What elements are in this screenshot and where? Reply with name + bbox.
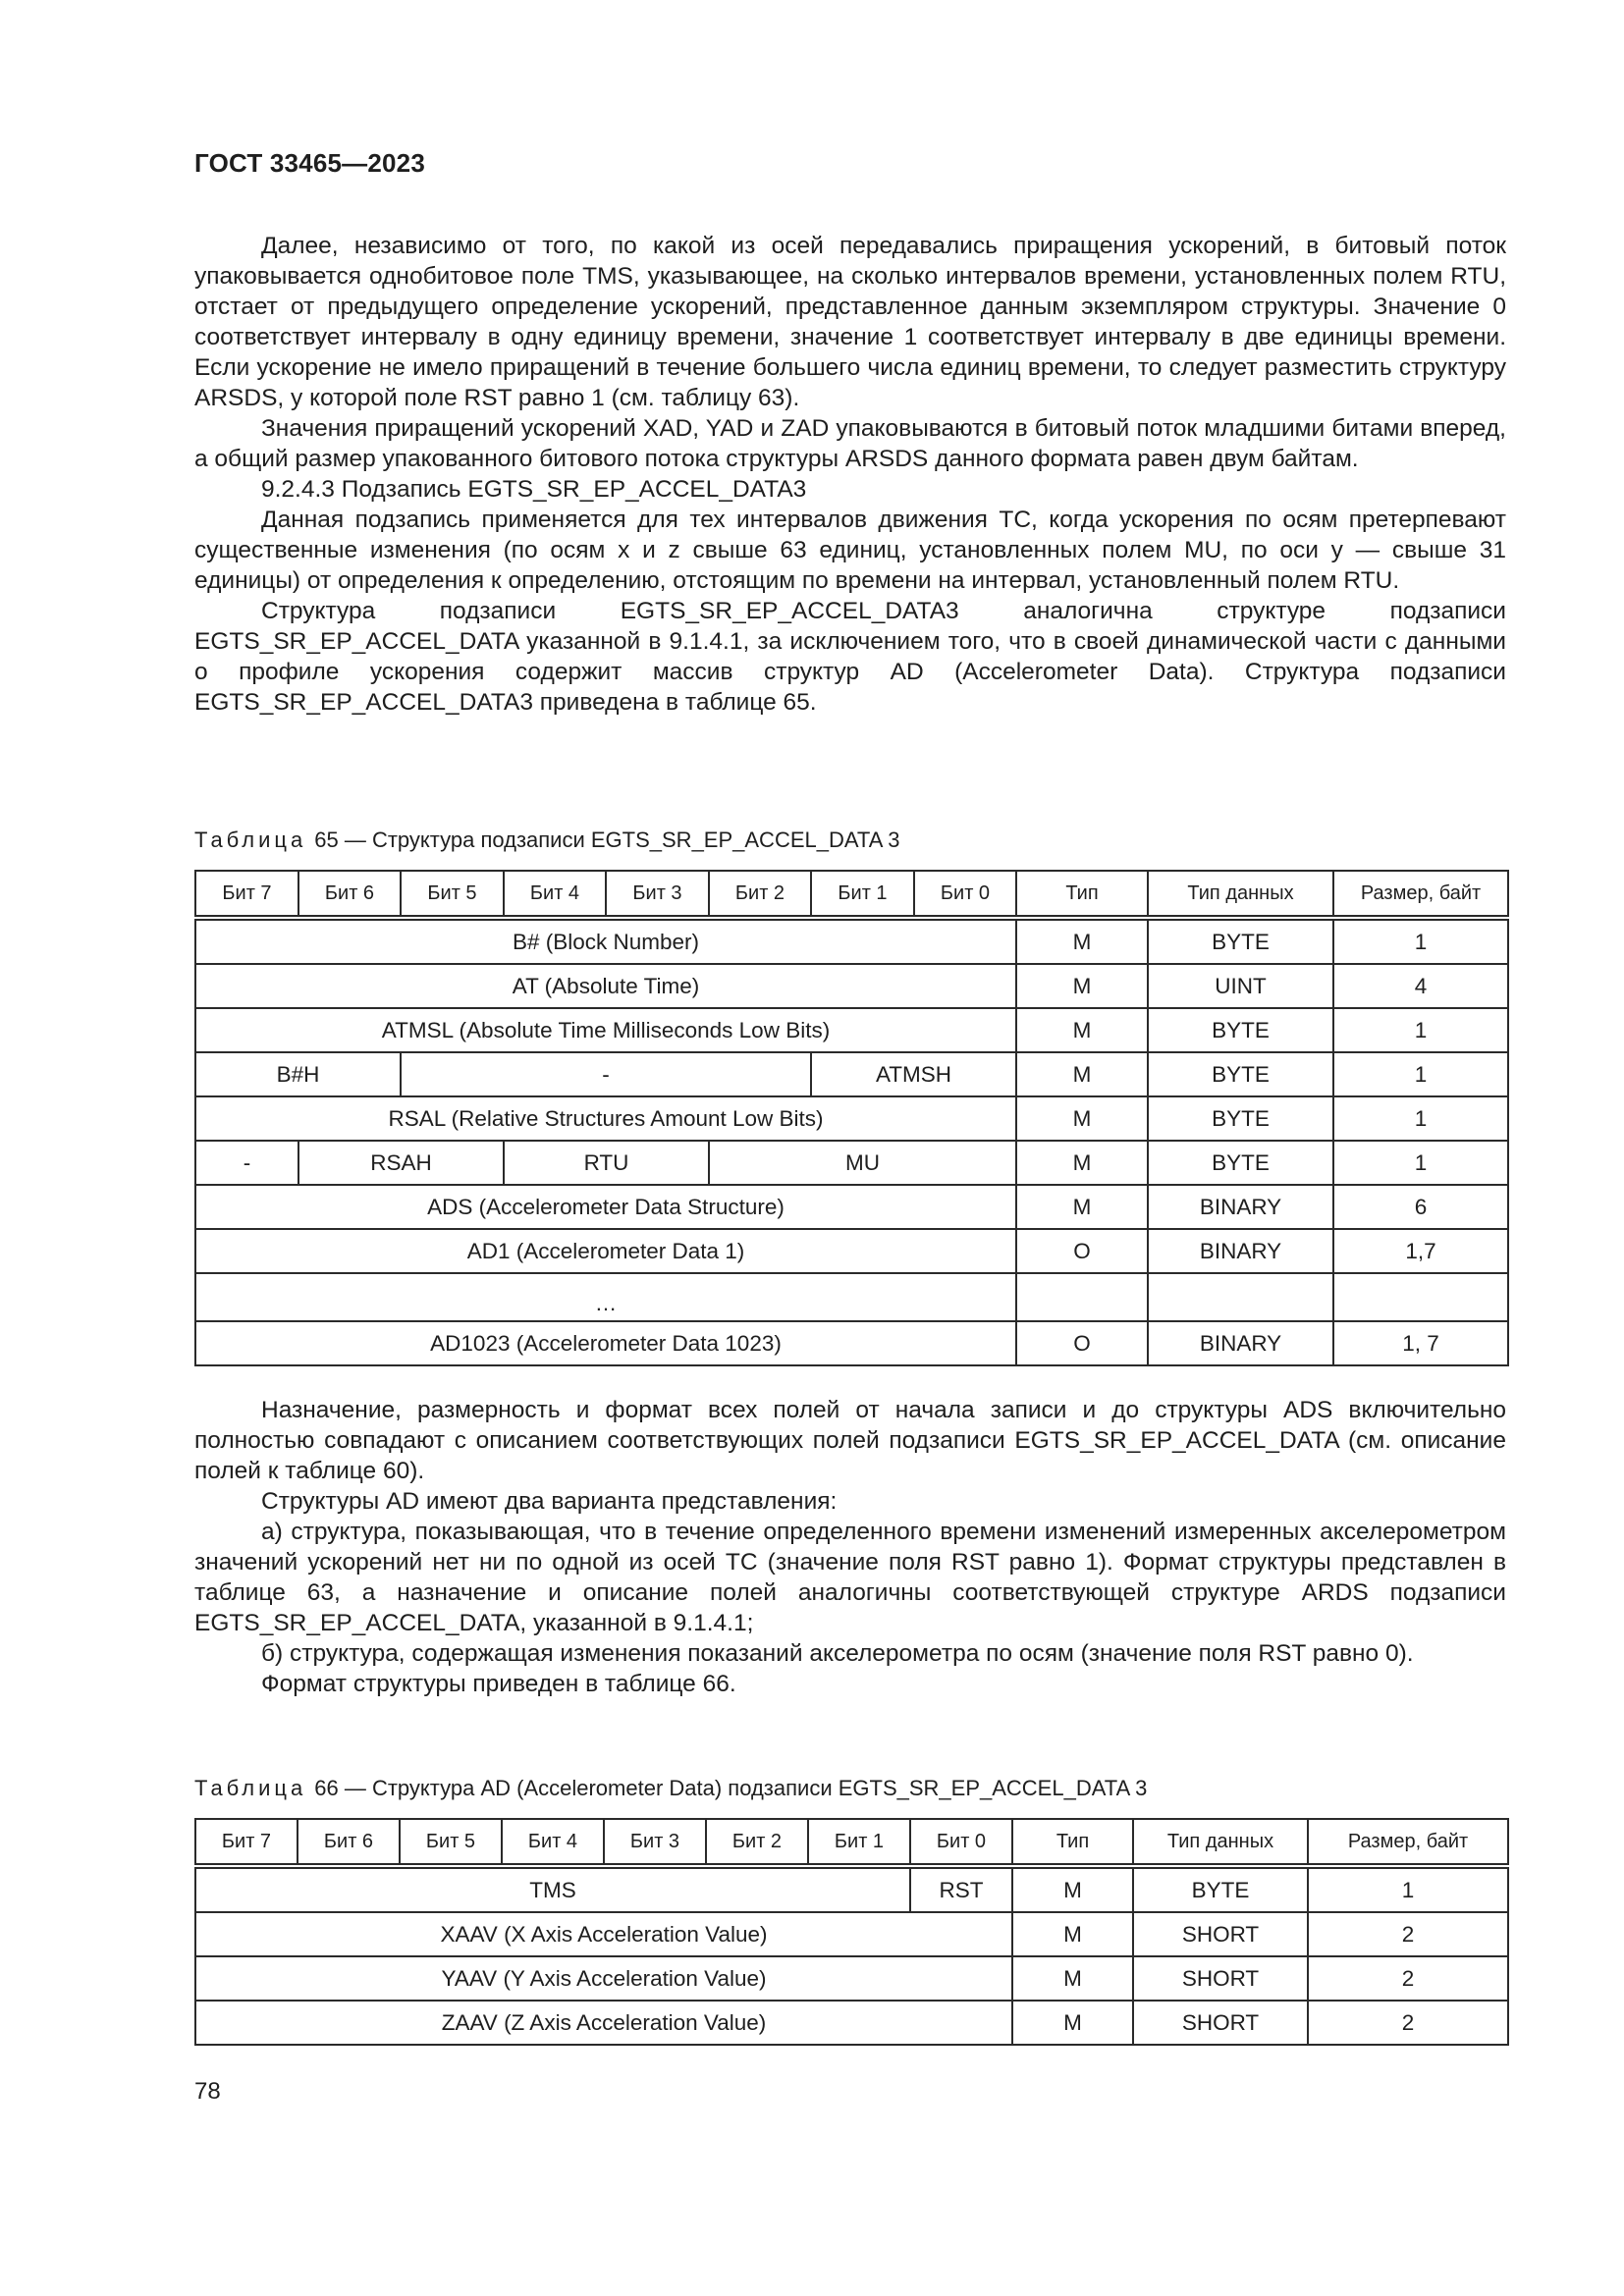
caption-text: 65 — Структура подзаписи EGTS_SR_EP_ACCEL_DATA 3 [314, 828, 900, 852]
document-header-title: ГОСТ 33465—2023 [194, 148, 425, 178]
column-header: Бит 1 [808, 1819, 910, 1866]
list-item: б) структура, содержащая изменения показаний акселерометра по осям (значение поля RST равно 0). [261, 1640, 1414, 1667]
table-row [195, 1229, 1508, 1273]
size-cell: 1 [1333, 918, 1508, 964]
size-cell: 1 [1333, 1052, 1508, 1096]
data-type-cell: BYTE [1133, 1866, 1308, 1912]
column-header: Бит 7 [195, 1819, 298, 1866]
caption-label: Таблица [194, 828, 307, 852]
table-header-row [195, 871, 1508, 918]
field-cell: AD1 (Accelerometer Data 1) [195, 1229, 1016, 1273]
size-cell: 1 [1333, 1008, 1508, 1052]
size-cell: 1 [1333, 1141, 1508, 1185]
section-text-1 [194, 231, 1506, 718]
size-cell: 4 [1333, 964, 1508, 1008]
column-header: Бит 3 [604, 1819, 706, 1866]
size-cell: 1,7 [1333, 1229, 1508, 1273]
table-65-caption [194, 828, 900, 853]
field-cell: B#H [195, 1052, 401, 1096]
paragraph: Формат структуры приведен в таблице 66. [261, 1671, 736, 1697]
column-header: Тип данных [1148, 871, 1333, 918]
table-row [195, 1052, 1508, 1096]
size-cell: 2 [1308, 1956, 1508, 2001]
table-row [195, 1912, 1508, 1956]
field-cell: B# (Block Number) [195, 918, 1016, 964]
paragraph: Структуры AD имеют два варианта представления: [261, 1488, 838, 1515]
table-header-row [195, 1819, 1508, 1866]
field-cell: RTU [504, 1141, 709, 1185]
field-cell: AD1023 (Accelerometer Data 1023) [195, 1321, 1016, 1365]
field-cell: YAAV (Y Axis Acceleration Value) [195, 1956, 1012, 2001]
column-header: Бит 6 [298, 1819, 400, 1866]
type-cell: M [1012, 1866, 1133, 1912]
size-cell: 6 [1333, 1185, 1508, 1229]
size-cell: 1 [1333, 1096, 1508, 1141]
field-cell: - [401, 1052, 811, 1096]
field-cell: TMS [195, 1866, 910, 1912]
page-number: 78 [194, 2078, 221, 2105]
column-header: Бит 4 [504, 871, 606, 918]
field-cell: ATMSL (Absolute Time Milliseconds Low Bits) [195, 1008, 1016, 1052]
table-row [195, 1141, 1508, 1185]
type-cell: M [1016, 1052, 1148, 1096]
column-header: Тип данных [1133, 1819, 1308, 1866]
type-cell: O [1016, 1321, 1148, 1365]
paragraph: Назначение, размерность и формат всех полей от начала записи и до структуры ADS включительно полностью совпадают с описанием соответствующих полей подзаписи EGTS_SR_EP_ACCEL_DATA (см. описание полей к таблице 60). [194, 1397, 1506, 1484]
column-header: Бит 6 [298, 871, 401, 918]
data-type-cell: BINARY [1148, 1185, 1333, 1229]
column-header: Бит 1 [811, 871, 914, 918]
data-type-cell: BYTE [1148, 1141, 1333, 1185]
table-row [195, 1273, 1508, 1321]
field-cell: ATMSH [811, 1052, 1016, 1096]
data-type-cell: BINARY [1148, 1229, 1333, 1273]
type-cell: M [1012, 1956, 1133, 2001]
column-header: Бит 5 [401, 871, 504, 918]
type-cell: O [1016, 1229, 1148, 1273]
column-header: Тип [1016, 871, 1148, 918]
field-cell: RSAL (Relative Structures Amount Low Bits) [195, 1096, 1016, 1141]
size-cell: 2 [1308, 2001, 1508, 2045]
section-text-2 [194, 1395, 1506, 1699]
column-header: Бит 0 [910, 1819, 1012, 1866]
data-type-cell: SHORT [1133, 1956, 1308, 2001]
type-cell: M [1016, 1096, 1148, 1141]
table-row [195, 1866, 1508, 1912]
column-header: Тип [1012, 1819, 1133, 1866]
list-item: а) структура, показывающая, что в течение определенного времени изменений измеренных акселерометром значений ускорений нет ни по одной из осей ТС (значение поля RST равно 1). Формат структуры представлен в таблице 63, а назначение и описание полей аналогичны соответствующей структуре ARDS подзаписи EGTS_SR_EP_ACCEL_DATA, указанной в 9.1.4.1; [194, 1519, 1506, 1636]
table-row [195, 2001, 1508, 2045]
size-cell: 1, 7 [1333, 1321, 1508, 1365]
table-65 [194, 870, 1509, 1366]
table-row [195, 1321, 1508, 1365]
size-cell: 2 [1308, 1912, 1508, 1956]
column-header: Размер, байт [1308, 1819, 1508, 1866]
paragraph: Данная подзапись применяется для тех интервалов движения ТС, когда ускорения по осям претерпевают существенные изменения (по осям x и z свыше 63 единиц, установленных полем MU, по оси y — свыше 31 единицы) от определения к определению, отстоящим по времени на интервал, установленный полем RTU. [194, 507, 1506, 594]
field-cell: AT (Absolute Time) [195, 964, 1016, 1008]
data-type-cell [1148, 1273, 1333, 1321]
ellipsis-cell: … [195, 1273, 1016, 1321]
caption-text: 66 — Структура AD (Accelerometer Data) подзаписи EGTS_SR_EP_ACCEL_DATA 3 [314, 1776, 1148, 1800]
table-66 [194, 1818, 1509, 2046]
type-cell: M [1012, 1912, 1133, 1956]
table-row [195, 918, 1508, 964]
type-cell: M [1016, 1141, 1148, 1185]
type-cell [1016, 1273, 1148, 1321]
data-type-cell: BYTE [1148, 918, 1333, 964]
table-row [195, 1096, 1508, 1141]
paragraph: Структура подзаписи EGTS_SR_EP_ACCEL_DATA3 аналогична структуре подзаписи EGTS_SR_EP_ACCEL_DATA указанной в 9.1.4.1, за исключением того, что в своей динамической части с данными о профиле ускорения содержит массив структур AD (Accelerometer Data). Структура подзаписи EGTS_SR_EP_ACCEL_DATA3 приведена в таблице 65. [194, 598, 1506, 716]
table-row [195, 964, 1508, 1008]
column-header: Бит 5 [400, 1819, 502, 1866]
field-cell: ZAAV (Z Axis Acceleration Value) [195, 2001, 1012, 2045]
data-type-cell: BYTE [1148, 1008, 1333, 1052]
data-type-cell: BYTE [1148, 1096, 1333, 1141]
column-header: Размер, байт [1333, 871, 1508, 918]
data-type-cell: BINARY [1148, 1321, 1333, 1365]
data-type-cell: BYTE [1148, 1052, 1333, 1096]
field-cell: ADS (Accelerometer Data Structure) [195, 1185, 1016, 1229]
type-cell: M [1016, 1008, 1148, 1052]
table-66-caption [194, 1776, 1147, 1801]
column-header: Бит 2 [709, 871, 811, 918]
size-cell: 1 [1308, 1866, 1508, 1912]
paragraph: Значения приращений ускорений XAD, YAD и ZAD упаковываются в битовый поток младшими битами вперед, а общий размер упакованного битового потока структуры ARSDS данного формата равен двум байтам. [194, 415, 1506, 472]
field-cell: RST [910, 1866, 1012, 1912]
column-header: Бит 4 [502, 1819, 604, 1866]
field-cell: RSAH [298, 1141, 504, 1185]
table-row [195, 1008, 1508, 1052]
field-cell: - [195, 1141, 298, 1185]
table-row [195, 1185, 1508, 1229]
size-cell [1333, 1273, 1508, 1321]
table-row [195, 1956, 1508, 2001]
column-header: Бит 2 [706, 1819, 808, 1866]
data-type-cell: UINT [1148, 964, 1333, 1008]
column-header: Бит 7 [195, 871, 298, 918]
caption-label: Таблица [194, 1776, 307, 1800]
data-type-cell: SHORT [1133, 1912, 1308, 1956]
type-cell: M [1012, 2001, 1133, 2045]
type-cell: M [1016, 918, 1148, 964]
field-cell: MU [709, 1141, 1016, 1185]
section-heading: 9.2.4.3 Подзапись EGTS_SR_EP_ACCEL_DATA3 [261, 476, 807, 503]
type-cell: M [1016, 1185, 1148, 1229]
type-cell: M [1016, 964, 1148, 1008]
data-type-cell: SHORT [1133, 2001, 1308, 2045]
paragraph: Далее, независимо от того, по какой из осей передавались приращения ускорений, в битовый поток упаковывается однобитовое поле TMS, указывающее, на сколько интервалов времени, установленных полем RTU, отстает от предыдущего определение ускорений, представленное данным экземпляром структуры. Значение 0 соответствует интервалу в одну единицу времени, значение 1 соответствует интервалу в две единицы времени. Если ускорение не имело приращений в течение большего числа единиц времени, то следует разместить структуру ARSDS, у которой поле RST равно 1 (см. таблицу 63). [194, 233, 1506, 411]
column-header: Бит 0 [914, 871, 1016, 918]
column-header: Бит 3 [606, 871, 709, 918]
field-cell: XAAV (X Axis Acceleration Value) [195, 1912, 1012, 1956]
